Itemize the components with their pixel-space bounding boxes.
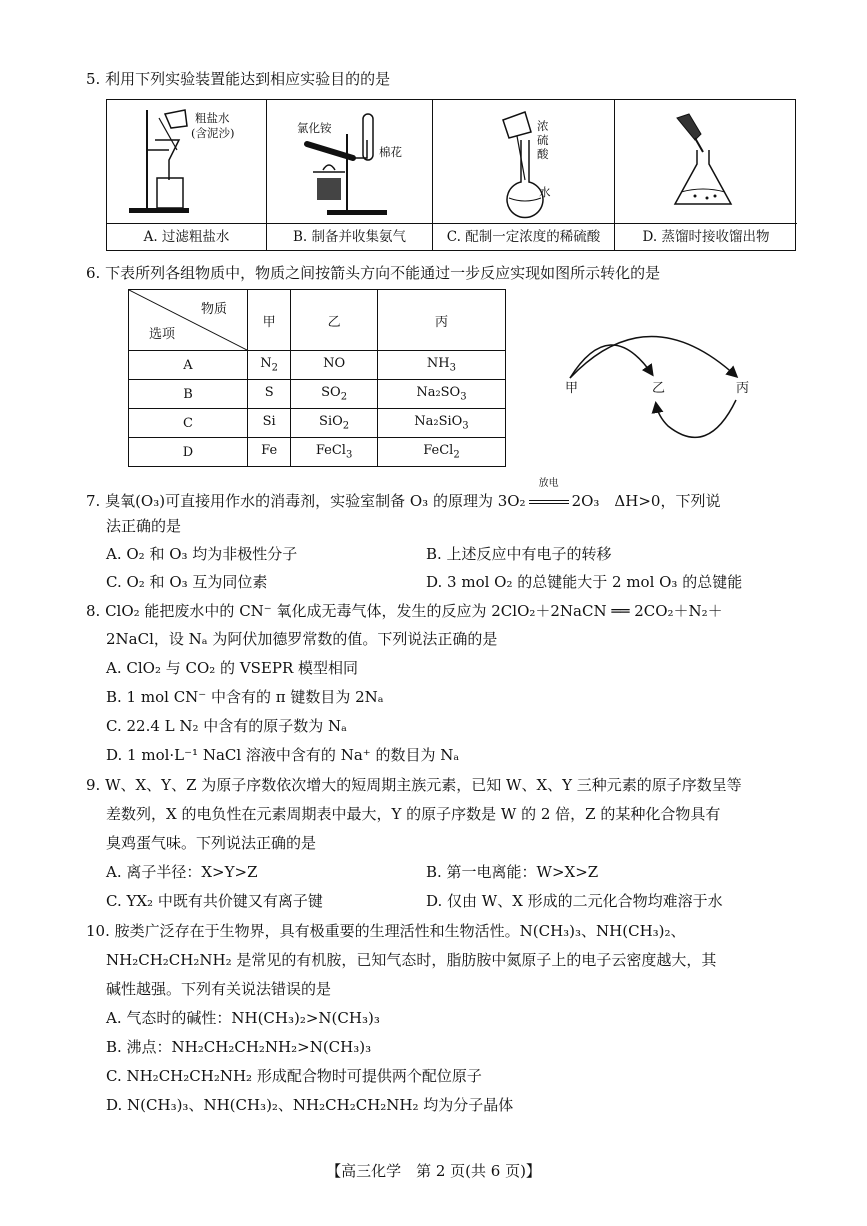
q10-stem-b: NH₂CH₂CH₂NH₂ 是常见的有机胺，已知气态时，脂肪胺中氮原子上的电子云密度越大，其 — [106, 951, 717, 969]
caption-a: A. 过滤粗盐水 — [107, 223, 266, 250]
q8-stem-b: 2NaCl，设 Nₐ 为阿伏加德罗常数的值。下列说法正确的是 — [106, 630, 498, 648]
q7-option-d: D. 3 mol O₂ 的总键能大于 2 mol O₃ 的总键能 — [426, 573, 743, 591]
q7-option-a: A. O₂ 和 O₃ 均为非极性分子 — [106, 545, 298, 563]
cell-bing: Na₂SiO$_3$ — [377, 409, 505, 438]
table-row — [129, 409, 506, 438]
cell-jia: S — [248, 380, 291, 409]
cell-yi: SiO$_2$ — [291, 409, 378, 438]
label-sulfur: 硫 — [537, 133, 549, 147]
q9-stem-a: 9. W、X、Y、Z 为原子序数依次增大的短周期主族元素，已知 W、X、Y 三种元素的原子序数呈等 — [86, 776, 742, 794]
cell-bing: FeCl$_2$ — [377, 438, 505, 467]
q7-option-b: B. 上述反应中有电子的转移 — [426, 545, 612, 563]
q10-option-a: A. 气态时的碱性：NH(CH₃)₂>N(CH₃)₃ — [106, 1009, 380, 1027]
cell-jia: Fe — [248, 438, 291, 467]
header-substance: 物质 — [200, 302, 227, 317]
col-yi: 乙 — [291, 290, 378, 351]
apparatus-b — [267, 100, 433, 250]
q5-apparatus-table — [106, 99, 796, 251]
row-option: A — [129, 351, 248, 380]
cell-yi: $SO_2$ — [291, 380, 378, 409]
caption-c: C. 配制一定浓度的稀硫酸 — [433, 223, 614, 250]
ammonia-apparatus-icon — [267, 100, 433, 222]
q10-stem-c: 碱性越强。下列有关说法错误的是 — [106, 980, 332, 998]
q5-stem: 5. 利用下列实验装置能达到相应实验目的的是 — [86, 70, 391, 88]
cell-yi: NO — [291, 351, 378, 380]
label-conc: 浓 — [537, 119, 549, 133]
conversion-diagram — [548, 318, 788, 448]
q9-stem-b: 差数列，X 的电负性在元素周期表中最大，Y 的原子序数是 W 的 2 倍，Z 的某种化合物具有 — [106, 805, 721, 823]
q8-option-b: B. 1 mol CN⁻ 中含有的 π 键数目为 2Nₐ — [106, 688, 384, 706]
q9-option-c: C. YX₂ 中既有共价键又有离子键 — [106, 892, 323, 910]
q10-option-b: B. 沸点：NH₂CH₂CH₂NH₂>N(CH₃)₃ — [106, 1038, 372, 1056]
q9-option-a: A. 离子半径：X>Y>Z — [106, 863, 258, 881]
label-nh4cl: 氯化铵 — [297, 121, 332, 135]
col-bing: 丙 — [377, 290, 505, 351]
row-option: C — [129, 409, 248, 438]
arrow-jia-bing — [570, 336, 736, 378]
label-brine: 粗盐水 — [195, 111, 230, 125]
apparatus-c — [433, 100, 615, 250]
q7-option-c: C. O₂ 和 O₃ 互为同位素 — [106, 573, 268, 591]
apparatus-d — [615, 100, 797, 250]
row-option: D — [129, 438, 248, 467]
label-acid: 酸 — [537, 147, 549, 161]
q10-option-c: C. NH₂CH₂CH₂NH₂ 形成配合物时可提供两个配位原子 — [106, 1067, 482, 1085]
row-option: B — [129, 380, 248, 409]
table-diagonal-header — [129, 290, 248, 351]
flask-dilution-icon — [433, 100, 615, 222]
node-bing: 丙 — [736, 381, 750, 396]
cell-bing: $NH_3$ — [377, 351, 505, 380]
header-option: 选项 — [149, 327, 176, 342]
node-jia: 甲 — [565, 381, 579, 396]
reaction-arrow: 放电 — [528, 490, 570, 512]
label-sand: (含泥沙) — [191, 126, 235, 140]
cell-jia: Si — [248, 409, 291, 438]
q8-option-d: D. 1 mol·L⁻¹ NaCl 溶液中含有的 Na⁺ 的数目为 Nₐ — [106, 746, 460, 764]
q7-stem-c: 法正确的是 — [106, 517, 182, 535]
receiving-flask-icon — [615, 100, 797, 222]
q8-option-a: A. ClO₂ 与 CO₂ 的 VSEPR 模型相同 — [106, 659, 359, 677]
q9-option-b: B. 第一电离能：W>X>Z — [426, 863, 599, 881]
q8-option-c: C. 22.4 L N₂ 中含有的原子数为 Nₐ — [106, 717, 347, 735]
caption-b: B. 制备并收集氨气 — [267, 223, 432, 250]
q6-table — [128, 289, 506, 467]
node-yi: 乙 — [652, 381, 666, 396]
label-cotton: 棉花 — [379, 145, 402, 159]
q8-stem-a: 8. ClO₂ 能把废水中的 CN⁻ 氧化成无毒气体，发生的反应为 2ClO₂＋2NaCN ══ 2CO₂＋N₂＋ — [86, 602, 723, 620]
q7-stem-a: 7. 臭氧(O₃)可直接用作水的消毒剂，实验室制备 O₃ 的原理为 3O₂ 放电 2O₃ ΔH>0，下列说 — [86, 478, 721, 510]
filtration-apparatus-icon — [107, 100, 267, 222]
caption-d: D. 蒸馏时接收馏出物 — [615, 223, 797, 250]
cell-yi: FeCl$_3$ — [291, 438, 378, 467]
table-row — [129, 380, 506, 409]
col-jia: 甲 — [248, 290, 291, 351]
label-water: 水 — [539, 185, 551, 199]
q9-stem-c: 臭鸡蛋气味。下列说法正确的是 — [106, 834, 317, 852]
cell-jia: $N_2$ — [248, 351, 291, 380]
cell-bing: $Na_2SO_3$ — [377, 380, 505, 409]
table-row — [129, 351, 506, 380]
apparatus-a — [107, 100, 267, 250]
page-footer: 【高三化学 第 2 页(共 6 页)】 — [326, 1162, 541, 1180]
q10-option-d: D. N(CH₃)₃、NH(CH₃)₂、NH₂CH₂CH₂NH₂ 均为分子晶体 — [106, 1096, 514, 1114]
q9-option-d: D. 仅由 W、X 形成的二元化合物均难溶于水 — [426, 892, 723, 910]
table-row — [129, 438, 506, 467]
arrow-bing-yi — [656, 400, 736, 437]
q6-stem: 6. 下表所列各组物质中，物质之间按箭头方向不能通过一步反应实现如图所示转化的是 — [86, 264, 661, 282]
arrow-jia-yi — [570, 345, 652, 378]
q10-stem-a: 10. 胺类广泛存在于生物界，具有极重要的生理活性和生物活性。N(CH₃)₃、NH(CH₃)₂、 — [86, 922, 686, 940]
